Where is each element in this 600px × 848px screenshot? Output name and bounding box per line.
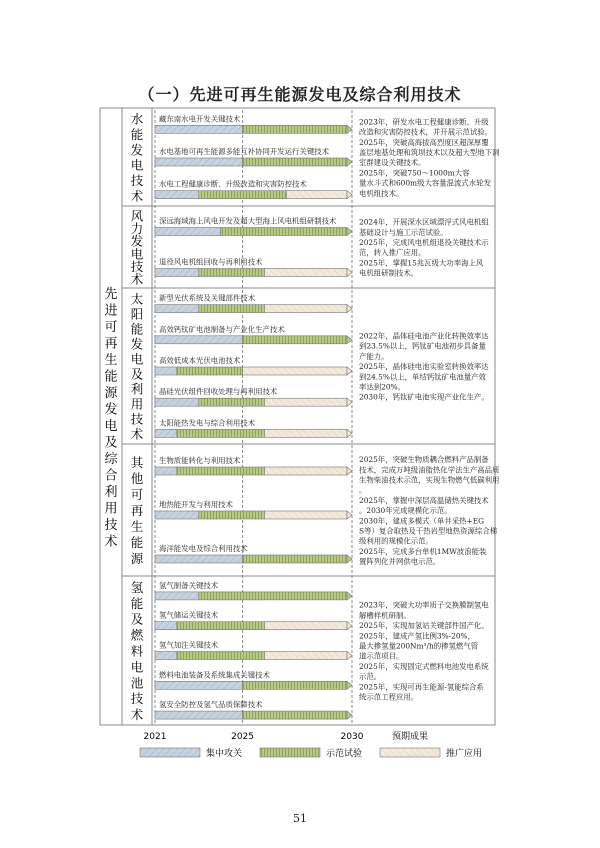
category-label-char: 合	[104, 468, 118, 484]
bar-arrow	[347, 269, 352, 277]
x-tick-label: 2021	[143, 732, 167, 742]
category-label-char: 电	[104, 418, 118, 434]
outcome-text: 产能力。	[359, 351, 389, 361]
bar-demo	[177, 467, 265, 475]
bar-demo	[243, 336, 347, 344]
group-name-char: 技	[130, 411, 144, 427]
bar-promo	[243, 367, 347, 375]
outcome-text: 电机组研制技术。	[359, 268, 419, 278]
outcome-text: 级利用的规模化示范。	[359, 536, 433, 546]
bar-research	[155, 681, 243, 689]
bar-arrow	[347, 555, 352, 563]
group-name-char: 能	[130, 127, 144, 142]
category-label-char: 用	[104, 501, 118, 517]
task-label: 退役风电机组回收与再利用技术	[159, 257, 263, 267]
outcome-text: 2024年，开展深水区域漂浮式风电机组	[359, 217, 489, 227]
bar-arrow	[347, 681, 352, 689]
bar-demo	[243, 681, 347, 689]
group-name-char: 及	[130, 366, 144, 382]
group-name-char: 其	[130, 455, 144, 470]
outcome-text: 生物柴油技术示范，实现生物燃气低碳利用	[359, 475, 500, 485]
bar-promo	[264, 305, 347, 313]
bar-research	[155, 711, 243, 719]
task-label: 氢气储运关键技术	[159, 610, 219, 620]
task-label: 深远海域海上风电开发及超大型海上风电机组研制技术	[159, 216, 337, 226]
bar-research	[155, 592, 199, 600]
group-name-char: 力	[130, 221, 144, 236]
bar-promo	[264, 511, 347, 519]
category-label-char: 能	[104, 369, 118, 385]
bar-promo	[264, 398, 347, 406]
outcome-text: 解槽样机研制。	[359, 610, 411, 620]
group-name-char: 池	[130, 675, 144, 691]
group-name-char: 再	[130, 503, 144, 518]
task-label: 太阳能热发电与综合利用技术	[159, 418, 256, 428]
page-title: （一）先进可再生能源发电及综合利用技术	[138, 85, 462, 104]
bar-research	[155, 429, 177, 437]
task-label: 地热能开发与利用技术	[159, 500, 233, 509]
category-label-char: 发	[104, 402, 118, 418]
outcome-text: 2025年，突破750～1000m大容	[359, 168, 470, 178]
bar-research	[155, 125, 243, 133]
bar-research	[155, 336, 243, 344]
outcome-text: 2025年，突破生物质耦合燃料产品制备	[359, 455, 489, 465]
category-label-char: 可	[104, 319, 118, 335]
outcome-text: 2030年，钙钛矿电池实现产业化生产。	[359, 392, 489, 402]
group-name-char: 技	[130, 173, 144, 188]
outcome-text: 2023年，研发水电工程健康诊断、升级	[359, 117, 489, 127]
category-label-char: 先	[104, 286, 118, 302]
bar-arrow	[347, 191, 352, 199]
group-name-char: 风	[130, 208, 144, 224]
bar-research	[155, 511, 199, 519]
category-label-char: 利	[104, 484, 118, 500]
outcome-text: 示范。	[359, 672, 382, 682]
group-name-char: 燃	[130, 627, 144, 643]
bar-arrow	[347, 336, 352, 344]
bar-arrow	[347, 228, 352, 236]
group-name-char: 术	[130, 707, 144, 723]
outcome-text: 改造和灾害防控技术，并开展示范试验。	[359, 127, 493, 137]
legend-label-demo: 示范试验	[326, 749, 363, 759]
category-label-char: 及	[104, 435, 118, 451]
page-number: 51	[293, 812, 307, 825]
outcome-text: 2025年，完成风电机组退役关键技术示	[359, 238, 489, 247]
task-label: 新型光伏系统及关键部件技术	[159, 293, 256, 303]
outcome-text: 置阵列化并网供电示范。	[359, 557, 441, 567]
task-label: 海洋能发电及综合利用技术	[159, 544, 248, 553]
outcome-text: 2025年，掌握15兆瓦级大功率海上风	[359, 258, 484, 268]
outcome-text: 2025年，实现可再生能源-氢能综合系	[359, 682, 484, 692]
task-label: 水电工程健康诊断、升级改造和灾害防控技术	[159, 179, 307, 189]
task-label: 氢安全防控及氢气品质保障技术	[159, 700, 263, 710]
outcome-text: 2030年，建成多模式（单井采热+EG	[359, 516, 484, 526]
group-name-char: 术	[130, 426, 144, 442]
category-label-char: 综	[104, 451, 118, 467]
bar-research	[155, 158, 243, 166]
group-name-char: 电	[130, 157, 144, 173]
outcome-text: 电机组技术。	[359, 188, 404, 198]
category-label-char: 技	[104, 517, 118, 533]
bar-demo	[199, 398, 265, 406]
task-label: 高效钙钛矿电池制备与产业化生产技术	[159, 324, 285, 334]
bar-promo	[264, 652, 347, 660]
outcome-text: 2025年，实现加氢站关键部件国产化。	[359, 621, 489, 631]
group-name-char: 他	[130, 471, 144, 486]
outcome-text: 量水斗式和600m级大容量混流式水轮发	[359, 178, 491, 188]
group-name-char: 技	[130, 691, 144, 707]
category-label-char: 生	[104, 352, 118, 368]
outcome-text: 2025年，晶体硅电池实验室转换效率达	[359, 362, 489, 372]
bar-research	[155, 367, 177, 375]
group-name-char: 能	[130, 595, 144, 611]
task-label: 氢气加注关键技术	[159, 640, 219, 650]
bar-arrow	[347, 125, 352, 133]
bar-demo	[199, 305, 265, 313]
outcome-text: 到23.5%以上，钙钛矿电池初步具备量	[359, 341, 486, 351]
group-name-char: 料	[130, 643, 144, 659]
category-label-char: 源	[104, 385, 118, 401]
bar-arrow	[347, 158, 352, 166]
phase-label: 预期成果	[391, 732, 429, 742]
bar-demo	[199, 511, 265, 519]
group-name-char: 及	[130, 611, 144, 627]
group-name-char: 阳	[130, 306, 144, 322]
outcome-text: 2023年，突破大功率质子交换膜制氢电	[359, 600, 489, 610]
bar-promo	[264, 467, 347, 475]
task-label: 燃料电池装备及系统集成关键技术	[159, 670, 270, 680]
bar-demo	[177, 652, 265, 660]
group-name-char: 发	[130, 336, 144, 352]
group-name-char: 术	[130, 188, 144, 204]
outcome-text: 率达到20%。	[359, 382, 405, 392]
outcome-text: 统示范工程应用。	[359, 692, 419, 702]
bar-arrow	[347, 511, 352, 519]
task-label: 藏东南水电开发关键技术	[159, 114, 241, 124]
bar-arrow	[347, 398, 352, 406]
legend-label-promo: 推广应用	[446, 749, 483, 759]
outcome-text: 到24.5%以上，单结钙钛矿电池量产效	[359, 372, 486, 382]
group-name-char: 源	[130, 551, 144, 566]
x-tick-label: 2030	[340, 732, 364, 742]
outcome-text: 范，转入推广应用。	[359, 248, 426, 258]
outcome-text: 。	[359, 485, 367, 495]
bar-demo	[177, 622, 265, 630]
outcome-text: 基础设计与施工示范试验。	[359, 227, 448, 237]
group-name-char: 电	[130, 351, 144, 367]
bar-research	[155, 398, 199, 406]
bar-promo	[264, 429, 347, 437]
group-name-char: 水	[130, 111, 144, 127]
bar-arrow	[347, 367, 352, 375]
outcome-text: 2025年，实现固定式燃料电池发电系统	[359, 661, 489, 671]
bar-arrow	[347, 305, 352, 313]
bar-research	[155, 191, 199, 199]
bar-research	[155, 652, 177, 660]
bar-demo	[243, 125, 347, 133]
bar-research	[155, 269, 199, 277]
outcome-text: 2025年，掌握中深层高温储热关键技术	[359, 495, 489, 505]
group-name-char: 可	[130, 487, 144, 502]
group-name-char: 电	[130, 659, 144, 675]
legend-label-research: 集中攻关	[206, 749, 243, 759]
bar-demo	[199, 592, 347, 600]
group-name-char: 太	[130, 291, 144, 307]
group-name-char: 技	[130, 259, 144, 274]
group-name-char: 利	[130, 381, 144, 397]
task-label: 高效低成本光伏电池技术	[159, 356, 241, 365]
bar-demo	[199, 269, 265, 277]
group-name-char: 能	[130, 535, 144, 550]
bar-promo	[264, 622, 347, 630]
bar-arrow	[347, 622, 352, 630]
bar-demo	[243, 711, 347, 719]
outcome-text: 最大掺氢量200Nm³/h的掺氢燃气管	[359, 641, 479, 651]
bar-research	[155, 228, 221, 236]
x-tick-label: 2025	[231, 732, 255, 742]
bar-research	[155, 622, 177, 630]
group-name-char: 用	[130, 396, 144, 412]
legend-swatch-demo	[260, 748, 320, 757]
category-label-char: 术	[104, 534, 118, 550]
group-name-char: 生	[130, 519, 144, 534]
bar-arrow	[347, 429, 352, 437]
bar-demo	[243, 158, 347, 166]
group-name-char: 能	[130, 321, 144, 337]
outcome-text: S等）复合取热及干热岩型地热资源综合梯	[359, 526, 498, 536]
bar-demo	[177, 367, 243, 375]
outcome-text: 室群建设关键技术。	[359, 158, 426, 168]
bar-promo	[286, 191, 347, 199]
bar-research	[155, 305, 199, 313]
group-name-char: 发	[130, 142, 144, 158]
bar-research	[155, 467, 177, 475]
task-label: 氢气制备关键技术	[159, 580, 219, 590]
bar-research	[155, 555, 243, 563]
group-name-char: 氢	[130, 579, 144, 595]
group-name-char: 术	[130, 271, 144, 287]
outcome-text: 技术，完成万吨级油脂热化学法生产高品质	[359, 465, 500, 475]
group-name-char: 电	[130, 246, 144, 262]
legend-swatch-promo	[380, 748, 440, 757]
bar-promo	[264, 269, 347, 277]
bar-demo	[177, 429, 265, 437]
bar-demo	[199, 191, 287, 199]
outcome-text: 2025年，突破高海拔高烈度区超深厚覆	[359, 137, 489, 147]
category-label-char: 进	[104, 303, 118, 319]
outcome-text: 2025年，完成多台单机1MW波浪能装	[359, 546, 487, 556]
outcome-text: 。2030年完成规模化示范。	[359, 506, 452, 516]
group-name-char: 发	[130, 233, 144, 249]
task-label: 水电基地可再生能源多能互补协同开发运行关键技术	[159, 147, 329, 156]
bar-arrow	[347, 592, 352, 600]
category-label-char: 再	[104, 336, 118, 352]
bar-arrow	[347, 467, 352, 475]
bar-arrow	[347, 652, 352, 660]
outcome-text: 2022年，晶体硅电池产业化转换效率达	[359, 331, 489, 341]
bar-arrow	[347, 711, 352, 719]
outcome-text: 2025年，建成产氢比例3%-20%，	[359, 631, 475, 641]
legend-swatch-research	[140, 748, 200, 757]
bar-demo	[221, 228, 347, 236]
outcome-text: 道示范项目。	[359, 651, 404, 661]
outcome-text: 盖层地基处理和筑坝技术以及超大型地下洞	[359, 148, 500, 157]
task-label: 晶硅光伏组件回收处理与再利用技术	[159, 387, 278, 397]
task-label: 生物质能转化与利用技术	[159, 456, 241, 465]
bar-demo	[243, 555, 347, 563]
